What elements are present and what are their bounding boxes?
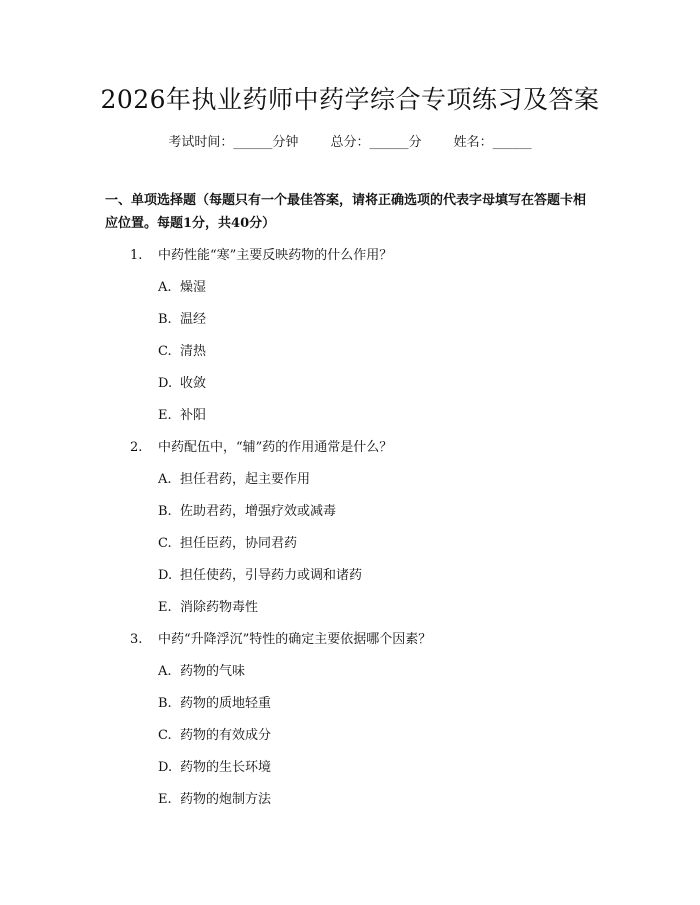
option-text: 药物的生长环境 [180,760,272,775]
option-text: 收敛 [180,376,207,391]
option-letter: E. [158,792,172,807]
option-text: 担任臣药，协同君药 [180,536,298,551]
option-2c [158,532,297,551]
option-letter: A. [158,472,172,487]
question-number: 1. [130,248,143,263]
exam-time: 考试时间：______分钟 [168,135,299,150]
option-letter: A. [158,280,172,295]
option-2e [158,596,258,615]
option-letter: D. [158,568,173,583]
option-3e [158,788,271,807]
option-letter: B. [158,504,172,519]
question-text: 中药配伍中，“辅”药的作用通常是什么？ [158,440,393,455]
option-3b [158,692,271,711]
question-1 [130,244,392,263]
option-letter: D. [158,760,173,775]
option-3a [158,660,245,679]
option-2b [158,500,336,519]
option-text: 药物的炮制方法 [180,792,272,807]
option-letter: C. [158,728,172,743]
exam-name: 姓名：______ [453,135,532,150]
option-letter: D. [158,376,173,391]
option-text: 佐助君药，增强疗效或减毒 [180,504,337,519]
option-text: 药物的质地轻重 [180,696,272,711]
option-letter: C. [158,536,172,551]
question-2 [130,436,392,455]
option-3c [158,724,271,743]
question-text: 中药性能“寒”主要反映药物的什么作用？ [158,248,393,263]
option-text: 消除药物毒性 [180,600,259,615]
option-1b [158,308,206,327]
option-letter: A. [158,664,172,679]
option-1a [158,276,206,295]
option-text: 燥湿 [180,280,207,295]
option-letter: B. [158,696,172,711]
option-letter: E. [158,408,172,423]
option-1d [158,372,206,391]
option-letter: C. [158,344,172,359]
option-2a [158,468,310,487]
question-number: 3. [130,632,143,647]
exam-score: 总分：______分 [330,135,422,150]
option-1c [158,340,206,359]
option-text: 药物的有效成分 [180,728,272,743]
option-3d [158,756,271,775]
question-3 [130,628,431,647]
section-heading: 一、单项选择题（每题只有一个最佳答案，请将正确选项的代表字母填写在答题卡相应位置。每题1分，共40分） [105,193,587,231]
option-text: 担任使药，引导药力或调和诸药 [180,568,363,583]
question-number: 2. [130,440,143,455]
option-text: 药物的气味 [180,664,246,679]
option-text: 补阳 [180,408,207,423]
question-text: 中药“升降浮沉”特性的确定主要依据哪个因素？ [158,632,432,647]
option-letter: B. [158,312,172,327]
option-letter: E. [158,600,172,615]
option-2d [158,564,362,583]
option-text: 清热 [180,344,207,359]
option-text: 温经 [180,312,207,327]
option-1e [158,404,206,423]
page-title: 2026年执业药师中药学综合专项练习及答案 [100,85,600,114]
exam-meta [0,131,700,150]
option-text: 担任君药，起主要作用 [180,472,311,487]
